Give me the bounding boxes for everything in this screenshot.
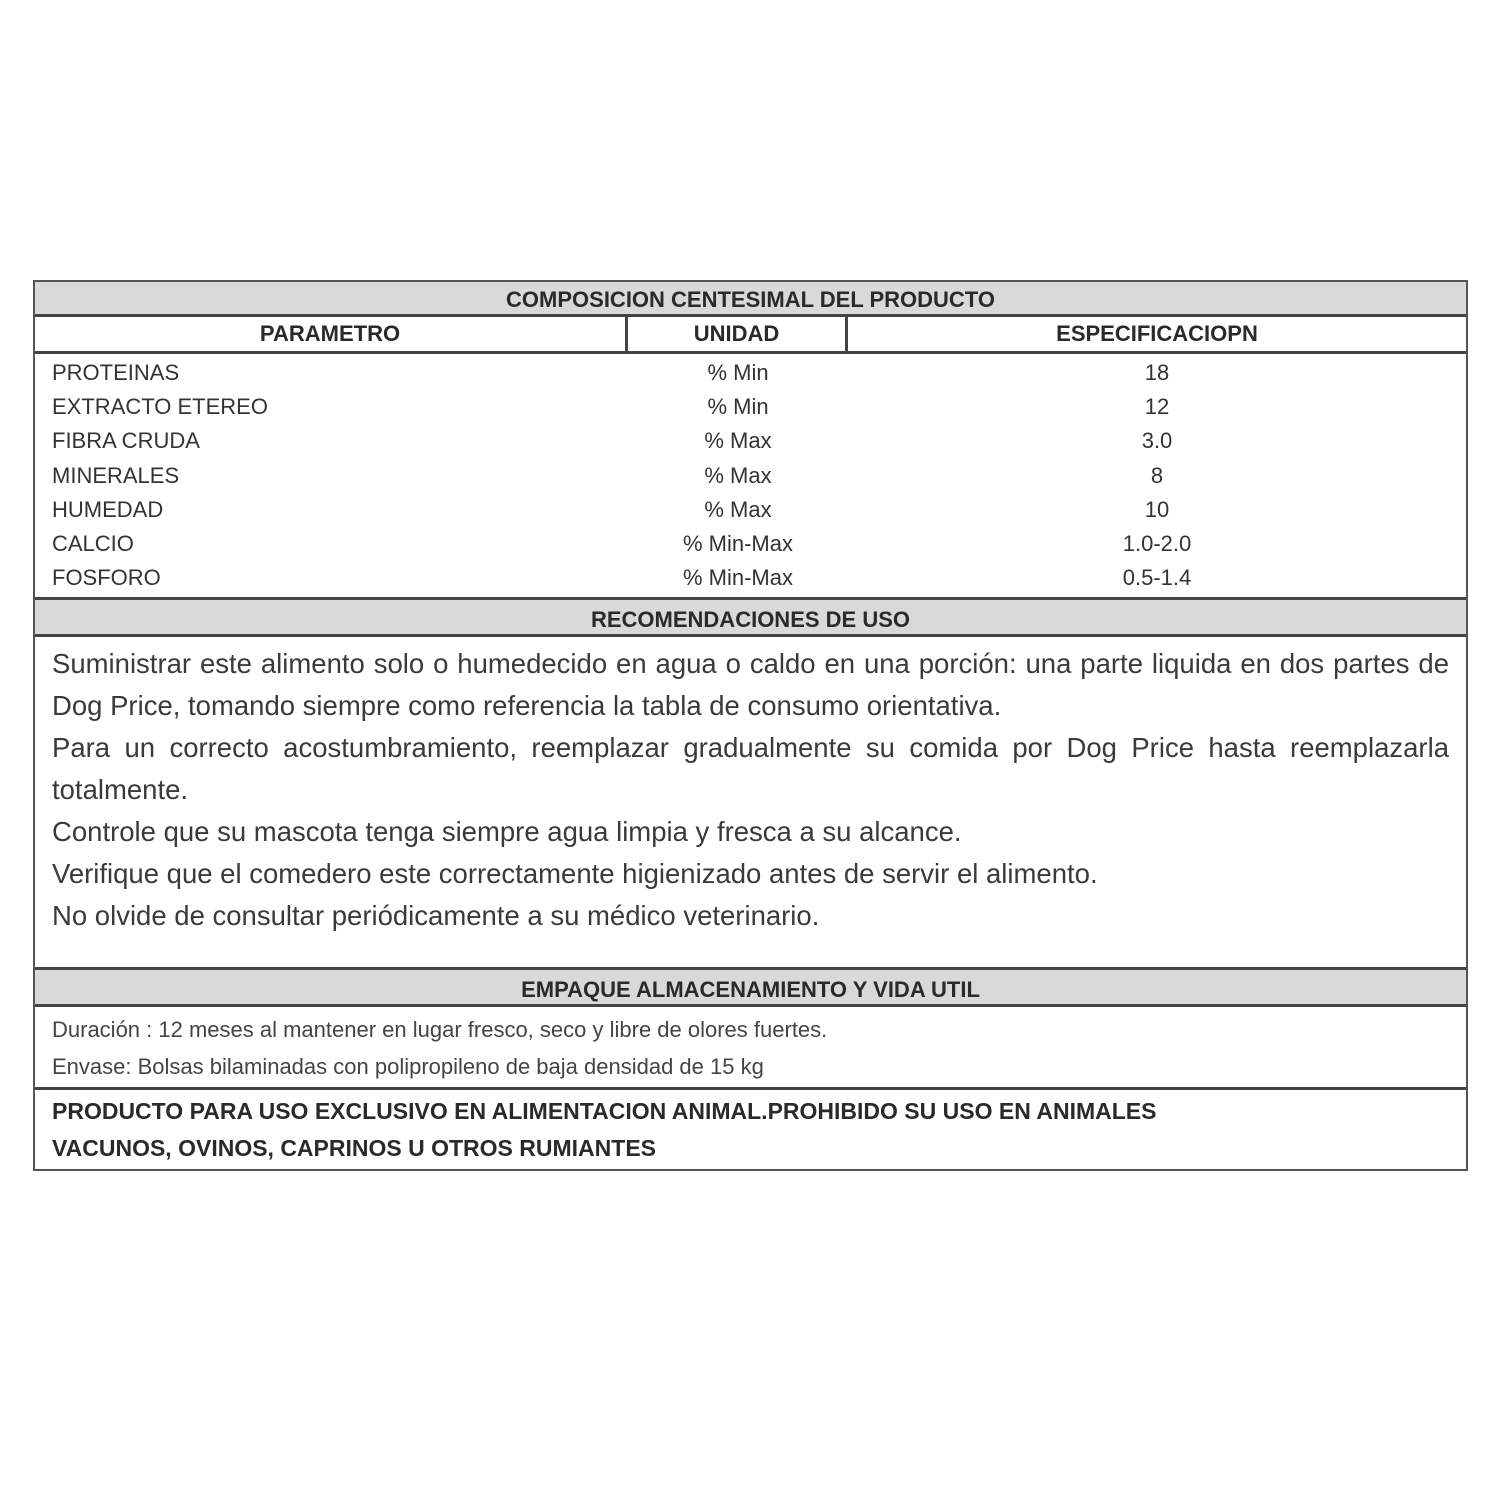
- row-unit: % Min-Max: [682, 530, 793, 556]
- storage-duration: Duración : 12 meses al mantener en lugar fresco, seco y libre de olores fuertes.: [52, 1017, 828, 1043]
- row-unit: % Min-Max: [682, 565, 793, 591]
- usage-warning: [35, 1090, 1466, 1169]
- row-spec: 3.0: [1141, 428, 1173, 454]
- recommendation-paragraph: Controle que su mascota tenga siempre agua limpia y fresca a su alcance.: [52, 816, 962, 848]
- row-spec: 8: [1150, 462, 1164, 488]
- row-unit: % Max: [704, 428, 772, 454]
- row-spec: 10: [1144, 496, 1170, 522]
- row-parameter: PROTEINAS: [52, 360, 180, 385]
- recommendation-paragraph: Suministrar este alimento solo o humedecido en agua o caldo en una porción: una parte liquida en dos partes de Dog Price, tomando siempre como referencia la tabla de consumo orientativa.: [52, 648, 1449, 722]
- header-parameter: PARAMETRO: [35, 317, 628, 351]
- composition-rows: [35, 354, 1466, 597]
- table-row: [35, 561, 1466, 595]
- row-parameter: MINERALES: [52, 462, 180, 488]
- composition-header-row: [35, 317, 1466, 354]
- row-unit: % Min: [707, 360, 769, 385]
- recommendation-paragraph: Para un correcto acostumbramiento, reemplazar gradualmente su comida por Dog Price hasta reemplazarla totalmente.: [52, 732, 1449, 806]
- storage-body: [35, 1007, 1466, 1090]
- row-parameter: FOSFORO: [52, 565, 161, 591]
- table-row: [35, 493, 1466, 527]
- table-row: [35, 390, 1466, 424]
- row-unit: % Max: [704, 496, 772, 522]
- row-parameter: HUMEDAD: [52, 496, 164, 522]
- table-row: [35, 424, 1466, 458]
- storage-title: EMPAQUE ALMACENAMIENTO Y VIDA UTIL: [35, 967, 1466, 1007]
- row-spec: 12: [1144, 394, 1170, 420]
- row-parameter: FIBRA CRUDA: [52, 428, 200, 454]
- composition-title: COMPOSICION CENTESIMAL DEL PRODUCTO: [35, 282, 1466, 317]
- warning-line-1: PRODUCTO PARA USO EXCLUSIVO EN ALIMENTACION ANIMAL.PROHIBIDO SU USO EN ANIMALES: [52, 1098, 1157, 1125]
- product-spec-sheet: [33, 280, 1468, 1171]
- table-row: [35, 527, 1466, 561]
- row-unit: % Min: [707, 394, 769, 420]
- recommendation-paragraph: No olvide de consultar periódicamente a su médico veterinario.: [52, 900, 820, 932]
- row-spec: 1.0-2.0: [1122, 530, 1192, 556]
- row-spec: 0.5-1.4: [1122, 565, 1192, 591]
- table-row: [35, 356, 1466, 390]
- recommendations-title: RECOMENDACIONES DE USO: [35, 597, 1466, 637]
- recommendation-paragraph: Verifique que el comedero este correctamente higienizado antes de servir el alimento.: [52, 858, 1098, 890]
- row-parameter: EXTRACTO ETEREO: [52, 394, 268, 420]
- table-row: [35, 459, 1466, 493]
- row-unit: % Max: [704, 462, 772, 488]
- storage-packaging: Envase: Bolsas bilaminadas con polipropileno de baja densidad de 15 kg: [52, 1054, 764, 1080]
- row-spec: 18: [1144, 360, 1170, 385]
- warning-line-2: VACUNOS, OVINOS, CAPRINOS U OTROS RUMIANTES: [52, 1135, 657, 1162]
- recommendations-body: [35, 637, 1466, 967]
- row-parameter: CALCIO: [52, 530, 134, 556]
- header-spec: ESPECIFICACIOPN: [1056, 321, 1258, 346]
- header-unit: UNIDAD: [628, 317, 848, 351]
